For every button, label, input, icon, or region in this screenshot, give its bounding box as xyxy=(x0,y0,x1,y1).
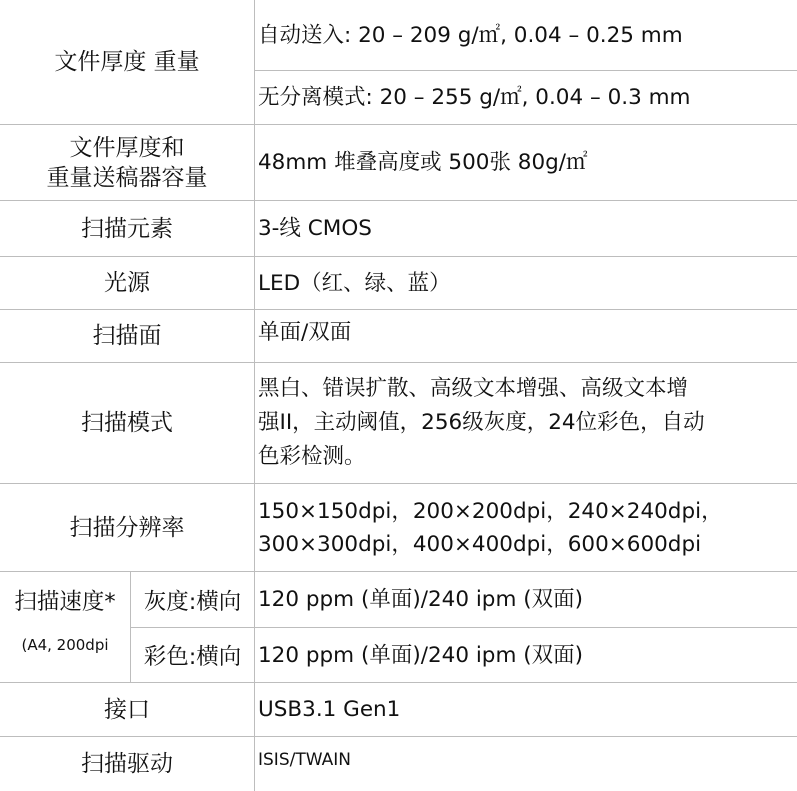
element-label: 扫描元素 xyxy=(81,215,173,242)
feeder-label-line1: 文件厚度和 xyxy=(69,134,185,161)
resolution-value-line2: 300×300dpi，400×400dpi，600×600dpi xyxy=(258,531,702,557)
element-value: 3-线 CMOS xyxy=(258,216,372,241)
resolution-label: 扫描分辨率 xyxy=(69,514,185,541)
mode-value-line3: 色彩检测。 xyxy=(258,444,366,469)
resolution-value xyxy=(255,484,797,571)
interface-value: USB3.1 Gen1 xyxy=(258,697,401,722)
mode-label: 扫描模式 xyxy=(81,410,173,436)
thickness-auto-value: 自动送入: 20 – 209 g/㎡, 0.04 – 0.25 mm xyxy=(258,22,683,48)
speed-color-label: 彩色:横向 xyxy=(143,644,242,670)
speed-note: (A4, 200dpi xyxy=(21,636,109,654)
driver-label: 扫描驱动 xyxy=(81,751,173,777)
speed-gray-value: 120 ppm (单面)/240 ipm (双面) xyxy=(258,587,584,612)
light-label: 光源 xyxy=(104,270,150,296)
driver-value: ISIS/TWAIN xyxy=(258,749,351,770)
speed-gray-label: 灰度:横向 xyxy=(143,588,242,615)
light-value: LED（红、绿、蓝） xyxy=(258,270,451,296)
speed-color-value: 120 ppm (单面)/240 ipm (双面) xyxy=(258,642,584,668)
feeder-value: 48mm 堆叠高度或 500张 80g/㎡ xyxy=(258,150,588,175)
feeder-label-line2: 重量送稿器容量 xyxy=(46,164,208,191)
feeder-label xyxy=(0,125,254,200)
thickness-manual-value: 无分离模式: 20 – 255 g/㎡, 0.04 – 0.3 mm xyxy=(258,85,691,110)
mode-value xyxy=(255,363,797,483)
side-value: 单面/双面 xyxy=(258,320,352,345)
mode-value-line2: 强II，主动阈值，256级灰度，24位彩色，自动 xyxy=(258,410,705,435)
speed-label: 扫描速度* xyxy=(14,588,116,615)
side-label: 扫描面 xyxy=(92,323,162,349)
mode-value-line1: 黑白、错误扩散、高级文本增强、高级文本增 xyxy=(258,376,689,401)
resolution-value-line1: 150×150dpi，200×200dpi，240×240dpi， xyxy=(258,498,723,524)
thickness-label: 文件厚度 重量 xyxy=(54,49,200,75)
interface-label: 接口 xyxy=(104,696,150,723)
